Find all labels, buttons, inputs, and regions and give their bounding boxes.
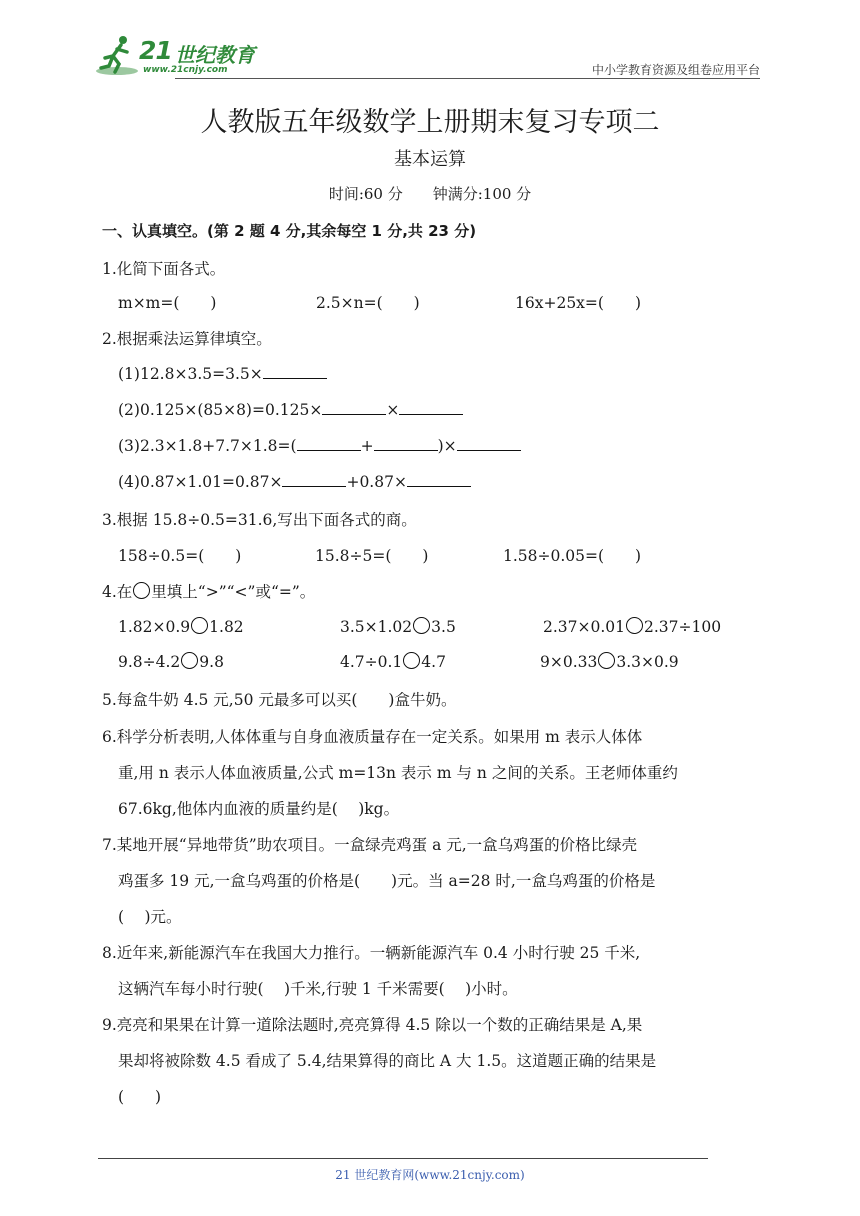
answer-blank[interactable] <box>407 472 471 487</box>
question-6-line-2: 重,用 n 表示人体血液质量,公式 m=13n 表示 m 与 n 之间的关系。王老师体重约 <box>118 764 678 782</box>
header-divider <box>175 78 760 79</box>
compare-circle[interactable] <box>181 652 198 669</box>
compare-item: 1.82×0.9 1.82 <box>118 618 244 636</box>
question-6-line-3: 67.6kg,他体内血液的质量约是( )kg。 <box>118 800 400 818</box>
question-1-item-b: 2.5×n=( ) <box>316 294 420 312</box>
footer-divider <box>98 1158 708 1159</box>
exam-meta <box>0 183 860 204</box>
logo-url: www.21cnjy.com <box>143 65 228 75</box>
answer-blank[interactable] <box>297 436 361 451</box>
question-3-item-c: 1.58÷0.05=( ) <box>503 547 642 565</box>
question-7-line-3: ( )元。 <box>118 908 182 926</box>
compare-circle[interactable] <box>598 652 615 669</box>
answer-blank[interactable] <box>282 472 346 487</box>
compare-circle[interactable] <box>403 652 420 669</box>
runner-logo-icon <box>95 34 141 78</box>
compare-circle[interactable] <box>191 617 208 634</box>
answer-blank[interactable] <box>399 400 463 415</box>
question-8-line-2: 这辆汽车每小时行驶( )千米,行驶 1 千米需要( )小时。 <box>118 980 518 998</box>
logo <box>95 34 295 78</box>
section-heading: 一、认真填空。(第 2 题 4 分,其余每空 1 分,共 23 分) <box>102 222 477 240</box>
compare-circle[interactable] <box>413 617 430 634</box>
question-4-stem: 4.在 里填上“>”“<”或“=”。 <box>102 583 316 601</box>
exam-score: 钟满分:100 分 <box>432 185 532 203</box>
header-platform-text: 中小学教育资源及组卷应用平台 <box>591 63 760 77</box>
question-9-line-1: 9.亮亮和果果在计算一道除法题时,亮亮算得 4.5 除以一个数的正确结果是 A,果 <box>102 1016 643 1034</box>
answer-blank[interactable] <box>322 400 386 415</box>
exam-time: 时间:60 分 <box>328 185 403 203</box>
question-5: 5.每盒牛奶 4.5 元,50 元最多可以买( )盒牛奶。 <box>102 691 457 709</box>
compare-item: 9×0.33 3.3×0.9 <box>540 653 679 671</box>
question-2-part-1: (1)12.8×3.5=3.5× <box>118 364 327 383</box>
page-subtitle: 基本运算 <box>394 149 466 170</box>
compare-item: 9.8÷4.2 9.8 <box>118 653 224 671</box>
question-8-line-1: 8.近年来,新能源汽车在我国大力推行。一辆新能源汽车 0.4 小时行驶 25 千米, <box>102 944 641 962</box>
question-3-item-a: 158÷0.5=( ) <box>118 547 242 565</box>
question-2-part-2: (2)0.125×(85×8)=0.125× × <box>118 400 463 419</box>
question-1-item-a: m×m=( ) <box>118 294 217 312</box>
page-header <box>95 34 760 80</box>
answer-blank[interactable] <box>263 364 327 379</box>
question-2-part-4: (4)0.87×1.01=0.87× +0.87× <box>118 472 471 491</box>
question-1-item-c: 16x+25x=( ) <box>515 294 641 312</box>
question-1-stem: 1.化简下面各式。 <box>102 260 226 278</box>
question-7-line-2: 鸡蛋多 19 元,一盒乌鸡蛋的价格是( )元。当 a=28 时,一盒乌鸡蛋的价格是 <box>118 872 656 890</box>
question-9-line-3: ( ) <box>118 1088 162 1106</box>
logo-text: 世纪教育 <box>175 43 255 67</box>
question-2-part-3: (3)2.3×1.8+7.7×1.8=( + )× <box>118 436 521 455</box>
page-title: 人教版五年级数学上册期末复习专项二 <box>200 107 660 138</box>
question-3-stem: 3.根据 15.8÷0.5=31.6,写出下面各式的商。 <box>102 511 417 529</box>
question-6-line-1: 6.科学分析表明,人体体重与自身血液质量存在一定关系。如果用 m 表示人体体 <box>102 728 643 746</box>
compare-circle-icon <box>133 582 150 599</box>
page-footer: 21 世纪教育网(www.21cnjy.com) <box>335 1168 525 1182</box>
question-9-line-2: 果却将被除数 4.5 看成了 5.4,结果算得的商比 A 大 1.5。这道题正确的结果是 <box>118 1052 657 1070</box>
logo-number: 21 <box>139 36 172 65</box>
compare-item: 4.7÷0.1 4.7 <box>340 653 446 671</box>
compare-item: 3.5×1.02 3.5 <box>340 618 456 636</box>
compare-item: 2.37×0.01 2.37÷100 <box>543 618 722 636</box>
answer-blank[interactable] <box>457 436 521 451</box>
question-7-line-1: 7.某地开展“异地带货”助农项目。一盒绿壳鸡蛋 a 元,一盒乌鸡蛋的价格比绿壳 <box>102 836 638 854</box>
question-2-stem: 2.根据乘法运算律填空。 <box>102 330 272 348</box>
compare-circle[interactable] <box>626 617 643 634</box>
question-3-item-b: 15.8÷5=( ) <box>315 547 429 565</box>
answer-blank[interactable] <box>374 436 438 451</box>
